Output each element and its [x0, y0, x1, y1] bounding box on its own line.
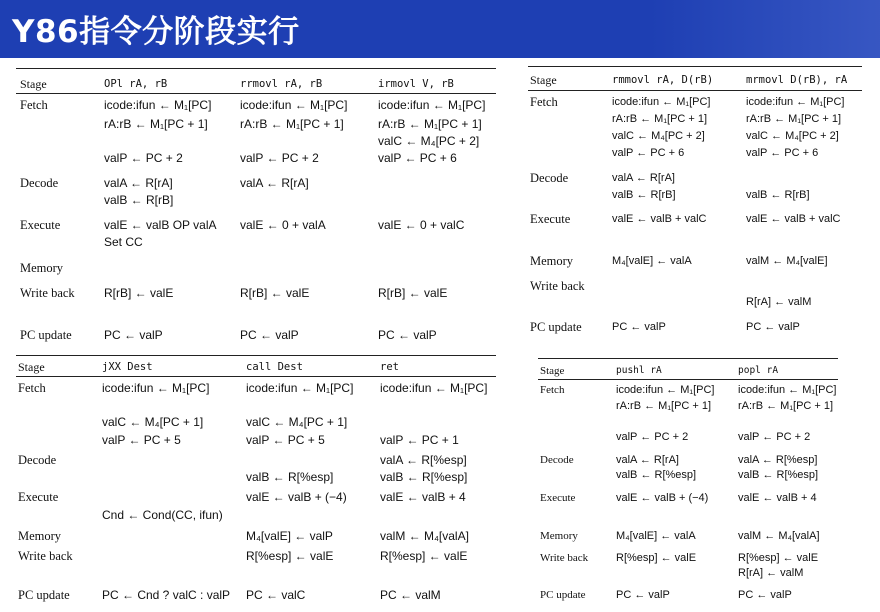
table-cell: R[rA] ← valM: [746, 296, 812, 308]
stage-label-write-back: Write back: [20, 286, 75, 300]
table-cell: valP ← PC + 2: [616, 431, 689, 443]
table-cell: valE ← valB OP valA: [104, 218, 217, 232]
table-cell: valM ← M₄[valA]: [738, 530, 820, 542]
table-cell: PC ← valP: [612, 321, 666, 333]
table-cell: PC ← valP: [240, 328, 299, 342]
table-cell: valE ← valB + 4: [380, 490, 466, 504]
header-rule: [538, 379, 838, 380]
table-cell: valE ← valB + (−4): [616, 492, 709, 504]
table-cell: valC ← M₄[PC + 1]: [102, 415, 204, 429]
stage-label-execute: Execute: [18, 490, 59, 504]
stage-label-write-back: Write back: [18, 549, 73, 563]
table-cell: PC ← Cnd ? valC : valP: [102, 588, 231, 602]
table-top-rule: [538, 358, 838, 359]
table-cell: M₄[valE] ← valA: [616, 530, 696, 542]
table-cell: icode:ifun ← M₁[PC]: [612, 96, 711, 108]
table-op-rrmovl-irmovl: [16, 66, 496, 346]
table-cell: Set CC: [104, 235, 143, 249]
table-top-rule: [528, 66, 862, 67]
table-cell: valA ← R[%esp]: [738, 454, 818, 466]
table-cell: R[rB] ← valE: [104, 286, 174, 300]
table-cell: icode:ifun ← M₁[PC]: [102, 381, 210, 395]
table-rmmovl-mrmovl: [528, 64, 862, 340]
header-rule: [528, 90, 862, 91]
table-cell: valB ← R[%esp]: [738, 469, 819, 481]
column-header-stage: Stage: [540, 365, 565, 377]
table-cell: icode:ifun ← M₁[PC]: [246, 381, 354, 395]
table-cell: valP ← PC + 2: [738, 431, 811, 443]
table-cell: PC ← valP: [378, 328, 437, 342]
table-cell: valC ← M₄[PC + 1]: [246, 415, 348, 429]
column-header-stage: Stage: [530, 73, 557, 87]
table-cell: R[%esp] ← valE: [616, 552, 697, 564]
table-cell: valP ← PC + 6: [746, 147, 819, 159]
column-header-stage: Stage: [20, 77, 47, 91]
table-cell: R[rB] ← valE: [240, 286, 310, 300]
table-cell: rA:rB ← M₁[PC + 1]: [378, 117, 482, 131]
column-header-rrmovl: rrmovl rA, rB: [240, 78, 323, 90]
column-header-mrmovl: mrmovl D(rB), rA: [746, 74, 848, 86]
table-cell: icode:ifun ← M₁[PC]: [378, 98, 486, 112]
header-rule: [16, 93, 496, 94]
table-cell: valE ← valB + 4: [738, 492, 817, 504]
table-cell: valP ← PC + 2: [104, 151, 183, 165]
column-header-popl: popl rA: [738, 365, 779, 376]
table-cell: PC ← valP: [104, 328, 163, 342]
stage-label-fetch: Fetch: [18, 381, 46, 395]
stage-label-decode: Decode: [20, 176, 59, 190]
table-cell: valE ← valB + valC: [612, 213, 707, 225]
stage-label-pc-update: PC update: [20, 328, 72, 342]
stage-label-pc-update: PC update: [18, 588, 70, 602]
table-cell: valA ← R[%esp]: [380, 453, 467, 467]
table-cell: rA:rB ← M₁[PC + 1]: [612, 113, 708, 125]
stage-label-decode: Decode: [18, 453, 57, 467]
table-top-rule: [16, 355, 496, 356]
header-accent: [650, 0, 880, 58]
slide-header: [0, 0, 880, 58]
table-cell: R[rB] ← valE: [378, 286, 448, 300]
table-cell: PC ← valM: [380, 588, 441, 602]
table-jxx-call-ret: [16, 353, 496, 609]
table-cell: valA ← R[rA]: [240, 176, 309, 190]
table-cell: valB ← R[rB]: [612, 189, 676, 201]
table-pushl-popl: [538, 356, 838, 606]
table-cell: R[rA] ← valM: [738, 567, 804, 579]
table-cell: PC ← valP: [616, 589, 670, 601]
stage-label-memory: Memory: [530, 254, 574, 268]
table-cell: valC ← M₄[PC + 2]: [612, 130, 705, 142]
table-cell: PC ← valC: [246, 588, 306, 602]
table-cell: R[%esp] ← valE: [738, 552, 819, 564]
table-cell: valE ← valB + valC: [746, 213, 841, 225]
table-cell: PC ← valP: [746, 321, 800, 333]
table-cell: valB ← R[%esp]: [380, 470, 468, 484]
stage-label-fetch: Fetch: [20, 98, 48, 112]
table-cell: valB ← R[rB]: [746, 189, 810, 201]
stage-label-pc-update: PC update: [530, 320, 582, 334]
stage-label-memory: Memory: [18, 529, 62, 543]
table-cell: M₄[valE] ← valP: [246, 529, 333, 543]
table-cell: R[%esp] ← valE: [380, 549, 468, 563]
table-cell: rA:rB ← M₁[PC + 1]: [738, 400, 834, 412]
table-cell: valE ← 0 + valC: [378, 218, 465, 232]
stage-label-write-back: Write back: [540, 552, 589, 564]
table-cell: rA:rB ← M₁[PC + 1]: [616, 400, 712, 412]
column-header-ret: ret: [380, 361, 399, 373]
table-cell: valP ← PC + 6: [378, 151, 457, 165]
stage-label-pc-update: PC update: [540, 589, 586, 601]
header-rule: [16, 376, 496, 377]
stage-label-fetch: Fetch: [530, 95, 558, 109]
table-cell: rA:rB ← M₁[PC + 1]: [746, 113, 842, 125]
stage-label-decode: Decode: [540, 454, 574, 466]
table-cell: rA:rB ← M₁[PC + 1]: [104, 117, 208, 131]
table-cell: valB ← R[%esp]: [616, 469, 697, 481]
table-cell: icode:ifun ← M₁[PC]: [240, 98, 348, 112]
column-header-stage: Stage: [18, 360, 45, 374]
table-cell: valP ← PC + 5: [102, 433, 181, 447]
table-top-rule: [16, 68, 496, 69]
table-cell: icode:ifun ← M₁[PC]: [738, 384, 837, 396]
table-cell: Cnd ← Cond(CC, ifun): [102, 508, 223, 522]
table-cell: valB ← R[rB]: [104, 193, 174, 207]
table-cell: valC ← M₄[PC + 2]: [746, 130, 839, 142]
column-header-irmovl: irmovl V, rB: [378, 78, 454, 90]
slide-title: Y86指令分阶段实行: [12, 14, 300, 50]
stage-label-execute: Execute: [20, 218, 61, 232]
stage-label-memory: Memory: [540, 530, 578, 542]
stage-label-execute: Execute: [530, 212, 571, 226]
stage-label-write-back: Write back: [530, 279, 585, 293]
stage-label-fetch: Fetch: [540, 384, 565, 396]
table-cell: PC ← valP: [738, 589, 792, 601]
table-cell: valP ← PC + 6: [612, 147, 685, 159]
table-cell: valA ← R[rA]: [612, 172, 675, 184]
table-cell: M₄[valE] ← valA: [612, 255, 692, 267]
stage-label-memory: Memory: [20, 261, 64, 275]
column-header-call: call Dest: [246, 361, 303, 373]
column-header-jxx: jXX Dest: [102, 361, 153, 373]
table-cell: icode:ifun ← M₁[PC]: [746, 96, 845, 108]
table-cell: valP ← PC + 2: [240, 151, 319, 165]
stage-label-execute: Execute: [540, 492, 576, 504]
column-header-rmmovl: rmmovl rA, D(rB): [612, 74, 714, 86]
table-cell: icode:ifun ← M₁[PC]: [616, 384, 715, 396]
table-cell: icode:ifun ← M₁[PC]: [380, 381, 488, 395]
table-cell: valC ← M₄[PC + 2]: [378, 134, 480, 148]
table-cell: valA ← R[rA]: [104, 176, 173, 190]
table-cell: valM ← M₄[valE]: [746, 255, 828, 267]
table-cell: valA ← R[rA]: [616, 454, 679, 466]
table-cell: valM ← M₄[valA]: [380, 529, 469, 543]
table-cell: icode:ifun ← M₁[PC]: [104, 98, 212, 112]
table-cell: valP ← PC + 5: [246, 433, 325, 447]
stage-label-decode: Decode: [530, 171, 569, 185]
table-cell: valE ← valB + (−4): [246, 490, 347, 504]
table-cell: rA:rB ← M₁[PC + 1]: [240, 117, 344, 131]
column-header-opl: OPl rA, rB: [104, 78, 168, 90]
table-cell: R[%esp] ← valE: [246, 549, 334, 563]
table-cell: valB ← R[%esp]: [246, 470, 334, 484]
column-header-pushl: pushl rA: [616, 365, 662, 376]
table-cell: valP ← PC + 1: [380, 433, 459, 447]
table-cell: valE ← 0 + valA: [240, 218, 326, 232]
